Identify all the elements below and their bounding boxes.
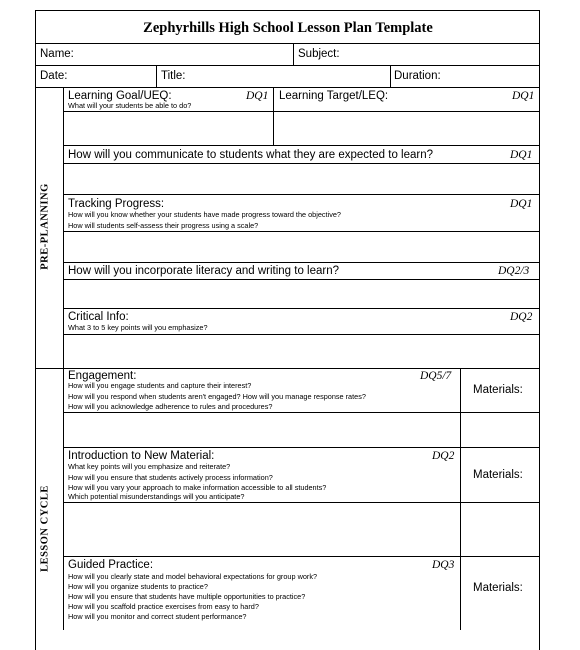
divider bbox=[35, 368, 540, 369]
engagement-dq: DQ5/7 bbox=[420, 370, 452, 382]
learning-goal-prompt: What will your students be able to do? bbox=[68, 101, 192, 110]
divider bbox=[63, 308, 540, 309]
title-field-label[interactable]: Title: bbox=[161, 70, 186, 82]
guided-practice-prompt: How will you ensure that students have multiple opportunities to practice? bbox=[68, 592, 306, 601]
divider bbox=[156, 65, 157, 87]
literacy-heading: How will you incorporate literacy and writing to learn? bbox=[68, 265, 340, 277]
divider bbox=[63, 87, 64, 630]
guided-practice-prompt: How will you organize students to practice? bbox=[68, 582, 208, 591]
divider bbox=[460, 368, 461, 630]
page-title: Zephyrhills High School Lesson Plan Template bbox=[143, 20, 433, 36]
divider bbox=[273, 87, 274, 145]
learning-goal-dq: DQ1 bbox=[246, 90, 269, 102]
duration-field-label[interactable]: Duration: bbox=[394, 70, 441, 82]
guided-practice-prompt: How will you clearly state and model behavioral expectations for group work? bbox=[68, 572, 318, 581]
divider bbox=[63, 447, 540, 448]
divider bbox=[63, 334, 540, 335]
divider bbox=[63, 412, 540, 413]
learning-goal-heading: Learning Goal/UEQ: bbox=[68, 90, 172, 102]
guided-practice-materials-label: Materials: bbox=[473, 582, 523, 594]
section-label-lesson-cycle: LESSON CYCLE bbox=[39, 485, 51, 572]
intro-prompt: Which potential misunderstandings will you anticipate? bbox=[68, 492, 245, 501]
engagement-materials-label: Materials: bbox=[473, 384, 523, 396]
literacy-dq: DQ2/3 bbox=[498, 265, 530, 277]
divider bbox=[35, 43, 540, 44]
divider bbox=[390, 65, 391, 87]
guided-practice-heading: Guided Practice: bbox=[68, 559, 154, 571]
section-label-pre-planning: PRE-PLANNING bbox=[39, 183, 51, 270]
tracking-heading: Tracking Progress: bbox=[68, 198, 165, 210]
divider bbox=[63, 194, 540, 195]
engagement-heading: Engagement: bbox=[68, 370, 137, 382]
divider bbox=[63, 279, 540, 280]
subject-field-label[interactable]: Subject: bbox=[298, 48, 340, 60]
engagement-prompt: How will you engage students and capture their interest? bbox=[68, 381, 252, 390]
guided-practice-dq: DQ3 bbox=[432, 559, 455, 571]
divider bbox=[63, 262, 540, 263]
guided-practice-prompt: How will you monitor and correct student performance? bbox=[68, 612, 247, 621]
intro-prompt: What key points will you emphasize and reiterate? bbox=[68, 462, 231, 471]
intro-heading: Introduction to New Material: bbox=[68, 450, 215, 462]
divider bbox=[293, 43, 294, 65]
intro-prompt: How will you ensure that students actively process information? bbox=[68, 473, 273, 482]
communicate-heading: How will you communicate to students what they are expected to learn? bbox=[68, 149, 433, 161]
divider bbox=[63, 231, 540, 232]
learning-target-dq: DQ1 bbox=[512, 90, 535, 102]
divider bbox=[63, 145, 540, 146]
critical-info-heading: Critical Info: bbox=[68, 311, 129, 323]
intro-prompt: How will you vary your approach to make information accessible to all students? bbox=[68, 483, 327, 492]
tracking-dq: DQ1 bbox=[510, 198, 533, 210]
divider bbox=[63, 163, 540, 164]
critical-info-prompt: What 3 to 5 key points will you emphasize? bbox=[68, 323, 208, 332]
communicate-dq: DQ1 bbox=[510, 149, 533, 161]
name-field-label[interactable]: Name: bbox=[40, 48, 74, 60]
divider bbox=[35, 87, 540, 88]
intro-dq: DQ2 bbox=[432, 450, 455, 462]
date-field-label[interactable]: Date: bbox=[40, 70, 68, 82]
intro-materials-label: Materials: bbox=[473, 469, 523, 481]
divider bbox=[63, 556, 540, 557]
tracking-prompt: How will students self-assess their progress using a scale? bbox=[68, 221, 259, 230]
engagement-prompt: How will you acknowledge adherence to rules and procedures? bbox=[68, 402, 273, 411]
divider bbox=[63, 111, 540, 112]
tracking-prompt: How will you know whether your students have made progress toward the objective? bbox=[68, 210, 341, 219]
divider bbox=[63, 502, 540, 503]
learning-target-heading: Learning Target/LEQ: bbox=[279, 90, 389, 102]
guided-practice-prompt: How will you scaffold practice exercises from easy to hard? bbox=[68, 602, 259, 611]
critical-info-dq: DQ2 bbox=[510, 311, 533, 323]
divider bbox=[35, 65, 540, 66]
engagement-prompt: How will you respond when students aren't engaged? How will you manage response rates? bbox=[68, 392, 366, 401]
